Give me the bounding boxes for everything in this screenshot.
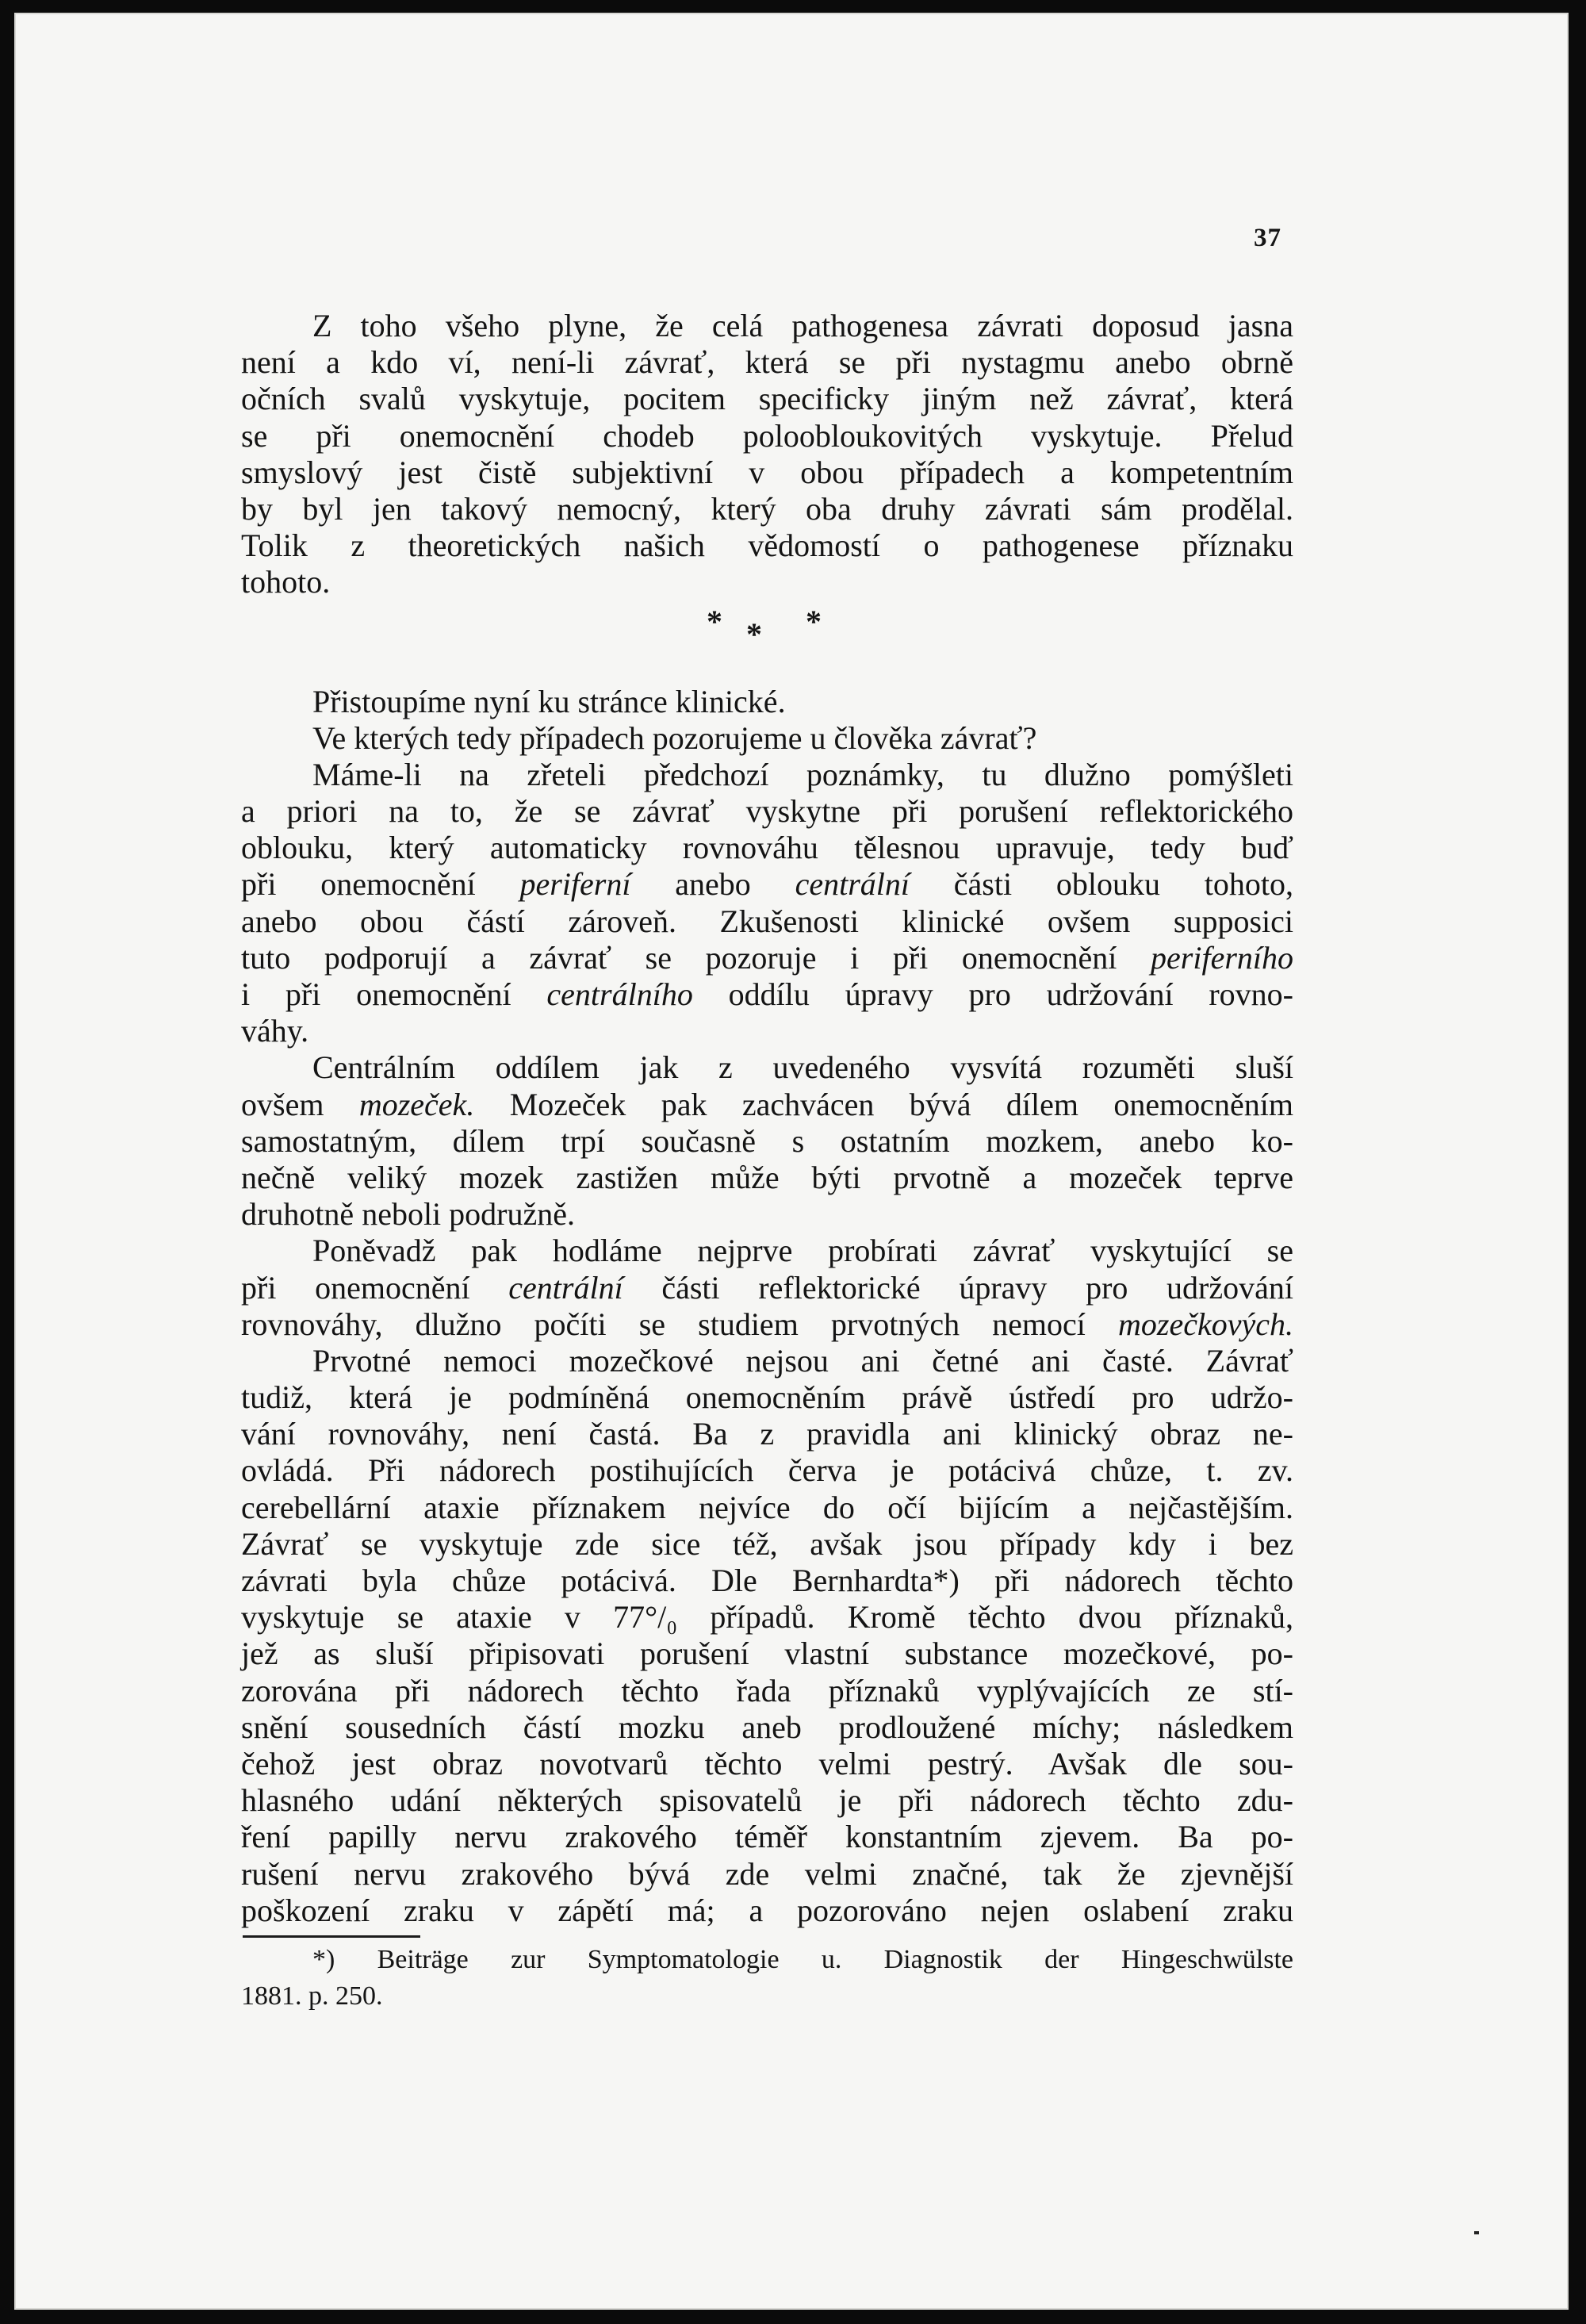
text-line: Poněvadž pak hodláme nejprve probírati závrať vyskytující se bbox=[312, 1233, 1293, 1269]
emphasis: periferní bbox=[519, 866, 631, 903]
emphasis: mozeček. bbox=[358, 1086, 475, 1122]
text-line: nečně veliký mozek zastižen může býti prvotně a mozeček teprve bbox=[241, 1159, 1293, 1195]
text-line: snění sousedních částí mozku aneb prodloužené míchy; následkem bbox=[241, 1708, 1293, 1745]
paragraph bbox=[241, 308, 1293, 601]
asterisk: * bbox=[707, 603, 722, 639]
emphasis: centrální bbox=[508, 1269, 623, 1306]
emphasis: periferního bbox=[1151, 939, 1293, 976]
text-run: i při onemocnění bbox=[241, 976, 547, 1012]
text-run: při onemocnění bbox=[241, 1269, 509, 1306]
text-line: Přistoupíme nyní ku stránce klinické. bbox=[312, 683, 786, 719]
text-line: zorována při nádorech těchto řada příznaků vyplývajících ze stí- bbox=[241, 1672, 1293, 1708]
paragraph bbox=[241, 757, 1293, 1050]
text-run: ovšem bbox=[241, 1086, 359, 1122]
text-run: oddílu úpravy pro udržování rovno- bbox=[692, 976, 1294, 1012]
text-line: čehož jest obraz novotvarů těchto velmi pestrý. Avšak dle sou- bbox=[241, 1745, 1293, 1781]
text-line: tudiž, která je podmíněná onemocněním právě ústředí pro udržo- bbox=[241, 1379, 1293, 1416]
text-line: Ve kterých tedy případech pozorujeme u člověka závrať? bbox=[312, 719, 1037, 756]
emphasis: mozečkových. bbox=[1118, 1306, 1293, 1342]
paragraph bbox=[241, 1233, 1293, 1343]
text-line: by byl jen takový nemocný, který oba druhy závrati sám prodělal. bbox=[241, 490, 1293, 527]
text-line: váhy. bbox=[241, 1013, 309, 1049]
text-run: Mozeček pak zachvácen bývá dílem onemocněním bbox=[474, 1086, 1294, 1122]
text-run: rovnováhy, dlužno počíti se studiem prvotných nemocí bbox=[241, 1306, 1119, 1342]
page-number: 37 bbox=[1254, 224, 1281, 252]
body-text bbox=[241, 308, 1293, 1929]
text-line: ření papilly nervu zrakového téměř konstantním zjevem. Ba po- bbox=[241, 1819, 1293, 1855]
paragraph bbox=[241, 1343, 1293, 1929]
text-line bbox=[241, 1270, 1293, 1306]
text-run: při onemocnění bbox=[241, 866, 520, 903]
text-line: se při onemocnění chodeb poloobloukovitých vyskytuje. Přelud bbox=[241, 417, 1293, 454]
text-line: očních svalů vyskytuje, pocitem specificky jiným než závrať, která bbox=[241, 381, 1293, 417]
text-line: hlasného udání některých spisovatelů je při nádorech těchto zdu- bbox=[241, 1782, 1293, 1819]
text-line: Máme-li na zřeteli předchozí poznámky, tu dlužno pomýšleti bbox=[312, 756, 1293, 792]
text-line: rušení nervu zrakového bývá zde velmi značné, tak že zjevnější bbox=[241, 1855, 1293, 1892]
footnote-line: *) Beiträge zur Symptomatologie u. Diagnostik der Hingeschwülste bbox=[312, 1945, 1293, 1974]
text-line: tohoto. bbox=[241, 564, 331, 600]
scan-speck bbox=[1474, 2231, 1479, 2234]
text-line bbox=[241, 1306, 1293, 1343]
text-line bbox=[241, 1087, 1293, 1123]
footnote-rule bbox=[243, 1935, 420, 1938]
text-run: části reflektorické úpravy pro udržování bbox=[623, 1269, 1293, 1306]
text-run: tuto podporují a závrať se pozoruje i při onemocnění bbox=[241, 939, 1151, 976]
text-run: části oblouku tohoto, bbox=[910, 866, 1294, 903]
text-line: samostatným, dílem trpí současně s ostatním mozkem, anebo ko- bbox=[241, 1122, 1293, 1159]
text-line: oblouku, který automaticky rovnováhu tělesnou upravuje, tedy buď bbox=[241, 830, 1293, 866]
emphasis: centrální bbox=[795, 866, 910, 903]
footnote bbox=[241, 1942, 1293, 2015]
text-line: anebo obou částí zároveň. Zkušenosti klinické ovšem supposici bbox=[241, 903, 1293, 939]
text-line: není a kdo ví, není-li závrať, která se při nystagmu anebo obrně bbox=[241, 344, 1293, 381]
section-divider bbox=[241, 601, 1293, 684]
text-line: Prvotné nemoci mozečkové nejsou ani četné ani časté. Závrať bbox=[312, 1342, 1293, 1379]
text-line bbox=[241, 976, 1293, 1013]
text-line: smyslový jest čistě subjektivní v obou případech a kompetentním bbox=[241, 454, 1293, 490]
emphasis: centrálního bbox=[546, 976, 693, 1012]
text-run: anebo bbox=[630, 866, 795, 903]
text-line: cerebellární ataxie příznakem nejvíce do očí bijícím a nejčastějším. bbox=[241, 1489, 1293, 1525]
text-line: závrati byla chůze potácivá. Dle Bernhardta*) při nádorech těchto bbox=[241, 1563, 1293, 1598]
text-line: Z toho všeho plyne, že celá pathogenesa závrati doposud jasna bbox=[312, 308, 1293, 343]
text-line: a priori na to, že se závrať vyskytne při porušení reflektorického bbox=[241, 793, 1293, 830]
asterisk: * bbox=[746, 616, 762, 652]
paragraph bbox=[241, 1049, 1293, 1233]
text-line: vyskytuje se ataxie v 77°/₀ případů. Kromě těchto dvou příznaků, bbox=[241, 1599, 1293, 1636]
text-line bbox=[241, 940, 1293, 976]
text-line: jež as sluší připisovati porušení vlastní substance mozečkové, po- bbox=[241, 1636, 1293, 1672]
text-line bbox=[241, 866, 1293, 903]
footnote-line: 1881. p. 250. bbox=[241, 1981, 383, 2011]
text-line: Centrálním oddílem jak z uvedeného vysvítá rozuměti sluší bbox=[312, 1049, 1293, 1086]
paragraph bbox=[241, 720, 1293, 757]
text-line: Závrať se vyskytuje zde sice též, avšak jsou případy kdy i bez bbox=[241, 1525, 1293, 1562]
paragraph bbox=[241, 684, 1293, 720]
text-line: vání rovnováhy, není častá. Ba z pravidla ani klinický obraz ne- bbox=[241, 1416, 1293, 1452]
text-line: Tolik z theoretických našich vědomostí o pathogenese příznaku bbox=[241, 527, 1293, 564]
book-page bbox=[14, 13, 1569, 2310]
asterisk: * bbox=[806, 603, 822, 639]
text-line: poškození zraku v zápětí má; a pozorováno nejen oslabení zraku bbox=[241, 1892, 1293, 1928]
text-line: druhotně neboli podružně. bbox=[241, 1196, 575, 1233]
text-line: ovládá. Při nádorech postihujících červa je potácivá chůze, t. zv. bbox=[241, 1452, 1293, 1489]
